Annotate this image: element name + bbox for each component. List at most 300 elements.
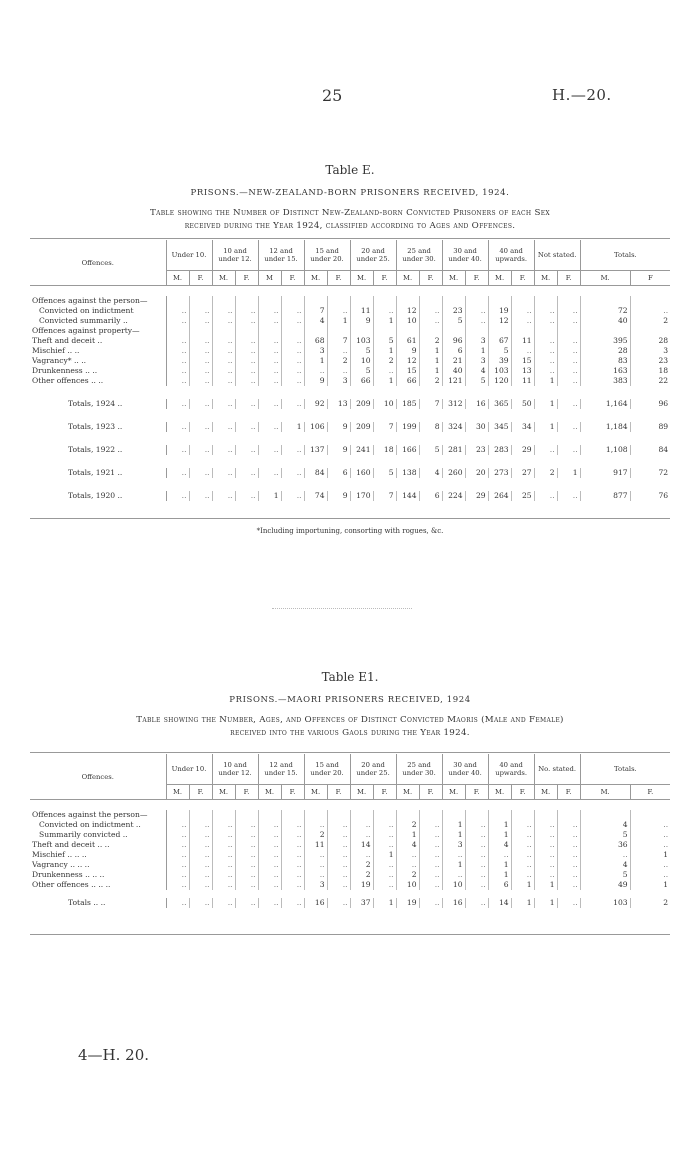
table-cell: .. <box>557 820 580 830</box>
table-cell: .. <box>258 376 281 386</box>
table-cell: 1 <box>419 346 442 356</box>
table-cell: .. <box>212 468 235 478</box>
table-cell <box>235 296 258 306</box>
table-cell: .. <box>212 366 235 376</box>
table-cell <box>580 296 630 306</box>
table-cell: 2 <box>373 356 396 366</box>
table-cell: 9 <box>327 445 350 455</box>
table-cell: .. <box>258 840 281 850</box>
table-cell: 12 <box>396 306 419 316</box>
table-cell: 11 <box>304 840 327 850</box>
table-cell: 7 <box>373 422 396 432</box>
table-cell: .. <box>465 840 488 850</box>
table-cell: 22 <box>658 376 669 385</box>
header-age-group: 12 and under 15. <box>258 240 304 271</box>
header-sex: F. <box>419 271 442 286</box>
table-cell: .. <box>557 898 580 908</box>
table-cell: .. <box>189 840 212 850</box>
table-cell: 6 <box>419 491 442 501</box>
table-cell: 7 <box>327 336 350 346</box>
table-row <box>30 830 670 840</box>
table-cell: 14 <box>488 898 511 908</box>
table-cell: 2 <box>327 356 350 366</box>
table-cell: 3 <box>327 376 350 386</box>
table-cell: 16 <box>442 898 465 908</box>
table-cell: 3 <box>304 880 327 890</box>
table-cell: 68 <box>304 336 327 346</box>
table-cell: .. <box>189 336 212 346</box>
row-label: Convicted summarily .. <box>30 316 166 326</box>
table-cell: .. <box>557 850 580 860</box>
table-cell: .. <box>212 850 235 860</box>
table-cell: .. <box>419 316 442 326</box>
table-cell: 5 <box>580 830 630 840</box>
table-cell: 36 <box>580 840 630 850</box>
table-cell: .. <box>235 468 258 478</box>
table-cell: 1 <box>373 376 396 386</box>
table-description-line2: received during the Year 1924, classified according to Ages and Offences. <box>184 221 516 231</box>
table-cell: .. <box>465 880 488 890</box>
table-cell: 96 <box>442 336 465 346</box>
table-cell: .. <box>281 468 304 478</box>
header-sex: F. <box>630 785 670 800</box>
table-cell: 224 <box>442 491 465 501</box>
table-cell: 84 <box>304 468 327 478</box>
table-cell: .. <box>212 491 235 501</box>
table-cell: .. <box>258 860 281 870</box>
table-cell: .. <box>166 860 189 870</box>
header-age-group: No. stated. <box>534 754 580 785</box>
table-row <box>30 366 670 376</box>
header-sex: M. <box>534 271 557 286</box>
table-cell: .. <box>166 366 189 376</box>
table-cell: 2 <box>419 336 442 346</box>
table-cell <box>419 296 442 306</box>
table-row <box>30 810 670 820</box>
table-cell <box>304 326 327 336</box>
totals-row <box>30 898 670 908</box>
table-cell <box>373 326 396 336</box>
table-cell: 19 <box>396 898 419 908</box>
table-cell: .. <box>557 376 580 386</box>
table-cell: 23 <box>442 306 465 316</box>
table-cell: .. <box>235 880 258 890</box>
table-cell: 170 <box>350 491 373 501</box>
table-cell: 96 <box>658 399 669 408</box>
table-cell: .. <box>419 820 442 830</box>
table-cell: .. <box>258 870 281 880</box>
totals-row <box>30 468 670 478</box>
table-cell: .. <box>281 445 304 455</box>
table-cell: .. <box>396 850 419 860</box>
table-cell: .. <box>258 336 281 346</box>
table-cell: .. <box>304 366 327 376</box>
table-cell: .. <box>373 840 396 850</box>
table-cell: 4 <box>465 366 488 376</box>
header-sex: F. <box>235 271 258 286</box>
table-cell: .. <box>465 870 488 880</box>
table-cell <box>442 326 465 336</box>
table-cell: .. <box>212 316 235 326</box>
table-cell: .. <box>663 820 669 829</box>
table-cell: .. <box>327 820 350 830</box>
table-cell: .. <box>350 830 373 840</box>
table-cell: 7 <box>304 306 327 316</box>
table-cell: 2 <box>419 376 442 386</box>
table-cell: 273 <box>488 468 511 478</box>
table-subtitle: PRISONS.—MAORI PRISONERS RECEIVED, 1924 <box>229 695 471 705</box>
table-cell: .. <box>166 820 189 830</box>
table-cell: .. <box>281 880 304 890</box>
table-cell <box>488 326 511 336</box>
table-cell: 6 <box>327 468 350 478</box>
table-cell: .. <box>258 850 281 860</box>
header-sex: F. <box>557 785 580 800</box>
header-age-group: Totals. <box>580 754 670 785</box>
table-cell: .. <box>189 870 212 880</box>
table-cell: 1 <box>534 880 557 890</box>
table-cell: 383 <box>580 376 630 386</box>
table-cell: .. <box>258 316 281 326</box>
table-cell: .. <box>557 366 580 376</box>
table-cell <box>212 326 235 336</box>
table-cell: 1 <box>488 820 511 830</box>
table-cell: .. <box>235 850 258 860</box>
table-cell: 5 <box>488 346 511 356</box>
header-age-group: 30 and under 40. <box>442 240 488 271</box>
table-cell: .. <box>281 491 304 501</box>
row-label: Theft and deceit .. .. <box>30 840 166 850</box>
table-cell: 1,108 <box>580 445 630 455</box>
table-cell: 4 <box>580 860 630 870</box>
table-cell <box>258 810 281 820</box>
table-cell <box>396 326 419 336</box>
table-cell: .. <box>258 422 281 432</box>
table-cell: .. <box>442 870 465 880</box>
table-cell: .. <box>304 850 327 860</box>
table-cell: 30 <box>465 422 488 432</box>
table-cell <box>465 326 488 336</box>
table-cell: 160 <box>350 468 373 478</box>
table-cell: .. <box>327 346 350 356</box>
table-row <box>30 840 670 850</box>
table-cell: .. <box>258 306 281 316</box>
table-cell: 4 <box>580 820 630 830</box>
table-cell: 29 <box>511 445 534 455</box>
table-cell: .. <box>580 850 630 860</box>
table-cell: 2 <box>350 860 373 870</box>
table-cell: .. <box>350 850 373 860</box>
table-cell: .. <box>281 316 304 326</box>
table-cell: 66 <box>396 376 419 386</box>
table-cell <box>557 296 580 306</box>
table-cell: 3 <box>465 356 488 366</box>
table-cell: 1 <box>373 850 396 860</box>
table-description-line2: received into the various Gaols during the Year 1924. <box>230 728 470 738</box>
table-cell: 5 <box>350 366 373 376</box>
table-cell: 5 <box>350 346 373 356</box>
header-sex: F. <box>511 271 534 286</box>
table-cell: .. <box>235 316 258 326</box>
header-age-group: 25 and under 30. <box>396 754 442 785</box>
table-cell: 9 <box>327 422 350 432</box>
table-cell: 49 <box>580 880 630 890</box>
row-label: Summarily convicted .. <box>30 830 166 840</box>
table-cell: .. <box>419 306 442 316</box>
table-cell: .. <box>557 346 580 356</box>
header-sex: F. <box>419 785 442 800</box>
table-cell: .. <box>189 880 212 890</box>
table-cell: .. <box>557 840 580 850</box>
data-table <box>30 240 670 501</box>
table-title: Table E. <box>325 163 375 177</box>
header-sex: F. <box>557 271 580 286</box>
table-cell: 12 <box>396 356 419 366</box>
table-cell: .. <box>327 306 350 316</box>
header-sex: F. <box>281 271 304 286</box>
table-cell: 2 <box>663 316 669 325</box>
table-cell: 2 <box>350 870 373 880</box>
header-sex: F. <box>327 271 350 286</box>
header-sex: M. <box>442 271 465 286</box>
table-cell: .. <box>189 830 212 840</box>
table-cell: .. <box>281 860 304 870</box>
row-label: Vagrancy* .. .. <box>30 356 166 366</box>
table-cell: .. <box>235 356 258 366</box>
table-subtitle: PRISONS.—NEW-ZEALAND-BORN PRISONERS RECEIVED, 1924. <box>190 188 510 198</box>
table-cell: 1 <box>534 376 557 386</box>
data-table <box>30 754 670 908</box>
table-cell: 1 <box>442 830 465 840</box>
table-cell: .. <box>189 860 212 870</box>
table-cell: .. <box>442 850 465 860</box>
table-cell: .. <box>534 830 557 840</box>
table-cell: 14 <box>350 840 373 850</box>
table-cell: .. <box>557 356 580 366</box>
table-cell: .. <box>281 399 304 409</box>
table-cell: 1 <box>534 399 557 409</box>
row-label: Totals, 1923 .. <box>30 422 166 432</box>
table-cell: .. <box>511 346 534 356</box>
row-label: Convicted on indictment <box>30 306 166 316</box>
table-cell: .. <box>212 356 235 366</box>
table-cell: 3 <box>304 346 327 356</box>
header-sex: F. <box>189 785 212 800</box>
header-sex: F. <box>511 785 534 800</box>
table-cell: .. <box>465 306 488 316</box>
table-cell: 9 <box>327 491 350 501</box>
table-cell: .. <box>212 870 235 880</box>
table-cell: .. <box>465 860 488 870</box>
row-label: Convicted on indictment .. <box>30 820 166 830</box>
table-cell: .. <box>557 830 580 840</box>
table-cell <box>189 296 212 306</box>
header-sex: F. <box>189 271 212 286</box>
table-cell: .. <box>212 898 235 908</box>
table-cell: .. <box>212 306 235 316</box>
table-cell <box>166 296 189 306</box>
table-cell: .. <box>373 820 396 830</box>
table-cell: .. <box>511 870 534 880</box>
table-cell: .. <box>258 820 281 830</box>
table-cell: .. <box>327 880 350 890</box>
table-cell: 34 <box>511 422 534 432</box>
row-label: Mischief .. .. .. <box>30 850 166 860</box>
table-cell: 6 <box>442 346 465 356</box>
table-cell: 10 <box>442 880 465 890</box>
table-cell: .. <box>189 820 212 830</box>
header-sex: M. <box>258 785 281 800</box>
table-cell <box>511 810 534 820</box>
table-cell: 103 <box>580 898 630 908</box>
table-cell: 4 <box>419 468 442 478</box>
table-cell: .. <box>534 491 557 501</box>
table-cell: 1 <box>511 898 534 908</box>
table-cell: 67 <box>488 336 511 346</box>
header-sex: M. <box>488 785 511 800</box>
table-cell: .. <box>304 860 327 870</box>
table-cell: 5 <box>580 870 630 880</box>
table-cell: 2 <box>663 898 669 907</box>
header-sex: M. <box>212 785 235 800</box>
header-age-group: 40 and upwards. <box>488 754 534 785</box>
table-cell: 1 <box>488 870 511 880</box>
table-cell <box>557 810 580 820</box>
table-cell: 5 <box>465 376 488 386</box>
table-cell <box>630 810 670 820</box>
header-sex: M. <box>166 271 189 286</box>
table-cell: .. <box>281 898 304 908</box>
table-cell: 28 <box>580 346 630 356</box>
table-cell <box>396 296 419 306</box>
table-bottom-rule <box>30 518 670 519</box>
table-cell: .. <box>465 850 488 860</box>
totals-row <box>30 422 670 432</box>
table-cell: .. <box>511 840 534 850</box>
table-cell: .. <box>419 850 442 860</box>
header-age-group: 20 and under 25. <box>350 240 396 271</box>
table-cell: .. <box>511 316 534 326</box>
table-cell: .. <box>281 306 304 316</box>
table-cell: 50 <box>511 399 534 409</box>
table-cell: 13 <box>511 366 534 376</box>
table-cell: 66 <box>350 376 373 386</box>
table-cell: 1 <box>663 850 669 859</box>
row-label: Vagrancy .. .. .. <box>30 860 166 870</box>
table-cell: .. <box>235 491 258 501</box>
table-cell: 9 <box>350 316 373 326</box>
table-cell: .. <box>511 820 534 830</box>
table-cell: .. <box>534 850 557 860</box>
table-cell: .. <box>557 880 580 890</box>
table-cell: 144 <box>396 491 419 501</box>
table-cell: .. <box>235 306 258 316</box>
table-cell: .. <box>235 336 258 346</box>
table-cell: 8 <box>419 422 442 432</box>
row-label: Offences against the person— <box>30 296 166 306</box>
table-cell: .. <box>534 860 557 870</box>
table-cell: .. <box>235 366 258 376</box>
table-cell: 121 <box>442 376 465 386</box>
table-cell: .. <box>373 830 396 840</box>
table-cell: 209 <box>350 422 373 432</box>
table-cell: 5 <box>419 445 442 455</box>
table-cell: 10 <box>396 880 419 890</box>
table-cell: 365 <box>488 399 511 409</box>
table-cell: .. <box>258 898 281 908</box>
table-cell <box>442 810 465 820</box>
table-cell: 1 <box>488 830 511 840</box>
table-cell: .. <box>281 820 304 830</box>
table-cell: .. <box>212 346 235 356</box>
table-cell <box>235 326 258 336</box>
table-cell: 16 <box>304 898 327 908</box>
table-cell: .. <box>212 376 235 386</box>
table-cell: .. <box>281 366 304 376</box>
table-cell: 13 <box>327 399 350 409</box>
table-cell: .. <box>281 850 304 860</box>
row-label: Totals, 1922 .. <box>30 445 166 455</box>
table-cell: .. <box>557 422 580 432</box>
table-cell: 74 <box>304 491 327 501</box>
table-cell: .. <box>212 422 235 432</box>
table-cell: 11 <box>511 376 534 386</box>
table-cell: .. <box>663 860 669 869</box>
table-top-rule <box>30 752 670 753</box>
table-cell: 11 <box>511 336 534 346</box>
table-cell <box>419 810 442 820</box>
table-cell <box>373 810 396 820</box>
table-cell: 264 <box>488 491 511 501</box>
table-cell <box>534 296 557 306</box>
table-cell: .. <box>212 860 235 870</box>
table-cell: .. <box>534 306 557 316</box>
table-cell: .. <box>465 830 488 840</box>
section-divider <box>272 608 412 609</box>
table-cell: .. <box>373 306 396 316</box>
header-age-group: 20 and under 25. <box>350 754 396 785</box>
table-cell: .. <box>166 399 189 409</box>
table-cell: 877 <box>580 491 630 501</box>
table-cell <box>534 326 557 336</box>
table-cell: .. <box>235 346 258 356</box>
page-footer-signature: 4—H. 20. <box>78 1046 150 1064</box>
table-cell: 1 <box>304 356 327 366</box>
table-cell: 1 <box>327 316 350 326</box>
table-cell: 40 <box>580 316 630 326</box>
table-cell: 5 <box>373 468 396 478</box>
table-cell: .. <box>419 880 442 890</box>
table-row <box>30 346 670 356</box>
row-label: Totals, 1924 .. <box>30 399 166 409</box>
table-cell: .. <box>465 820 488 830</box>
table-cell: .. <box>212 445 235 455</box>
header-sex: F. <box>373 785 396 800</box>
table-cell: .. <box>281 336 304 346</box>
table-cell: .. <box>212 830 235 840</box>
table-cell: 283 <box>488 445 511 455</box>
table-cell: 166 <box>396 445 419 455</box>
row-label: Other offences .. .. <box>30 376 166 386</box>
table-cell: .. <box>258 346 281 356</box>
table-cell: 16 <box>465 399 488 409</box>
table-cell: 37 <box>350 898 373 908</box>
table-cell: .. <box>419 898 442 908</box>
header-age-group: 15 and under 20. <box>304 240 350 271</box>
table-cell: .. <box>258 399 281 409</box>
header-sex: M. <box>488 271 511 286</box>
table-cell: .. <box>327 870 350 880</box>
